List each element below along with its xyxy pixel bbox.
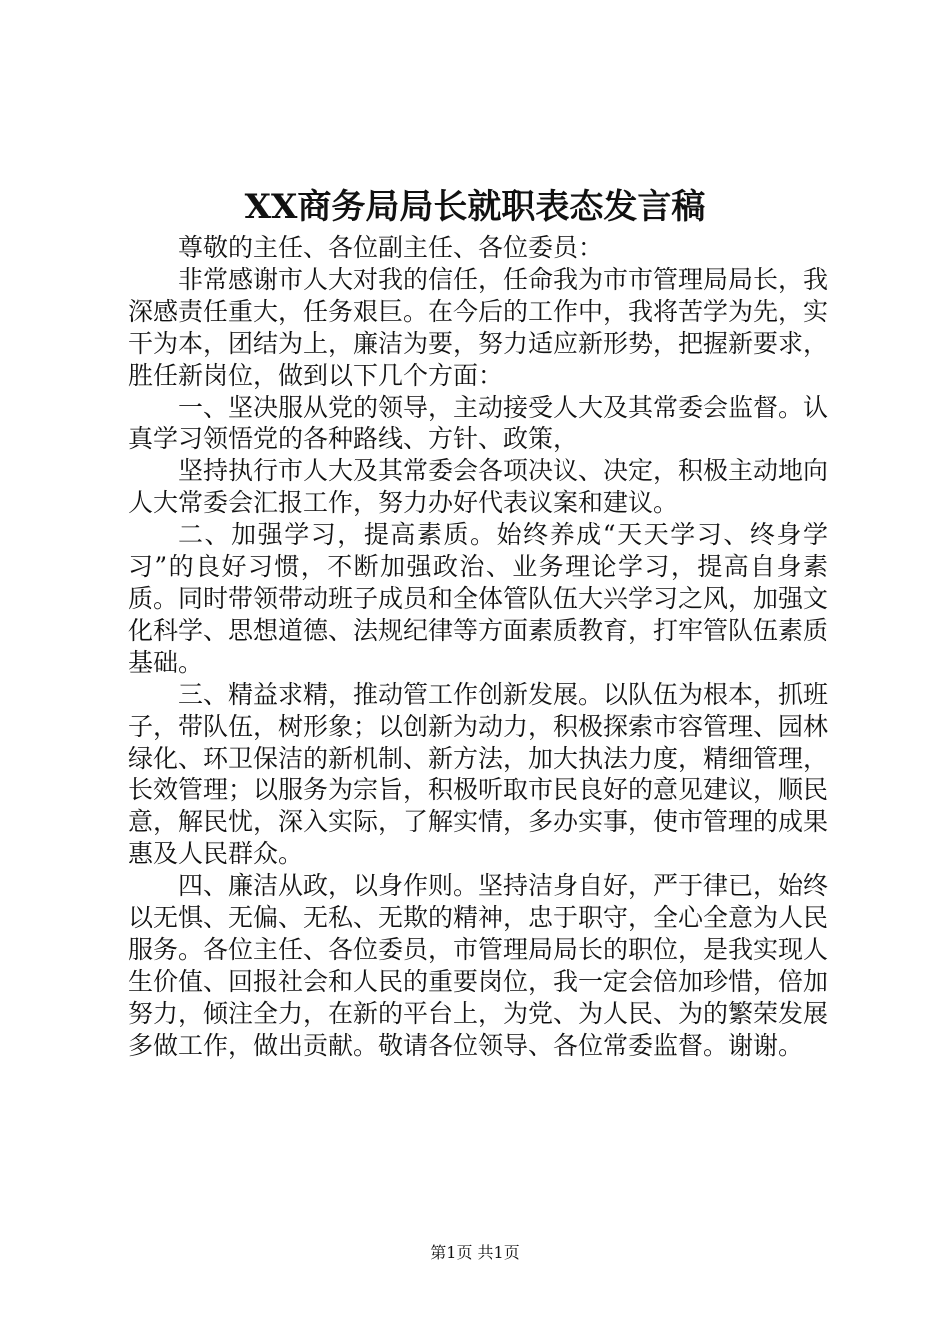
page-footer: 第1页 共1页 <box>430 1243 520 1262</box>
salutation: 尊敬的主任、各位副主任、各位委员： <box>178 233 604 262</box>
paragraph-point-four: 四、廉洁从政，以身作则。坚持洁身自好，严于律已，始终以无惧、无偏、无私、无欺的精神，忠于职守，全心全意为人民服务。各位主任、各位委员，市管理局局长的职位，是我实现人生价值、回报社会和人民的重要岗位，我一定会倍加珍惜，倍加努力，倾注全力，在新的平台上，为党、为人民、为的繁荣发展多做工作，做出贡献。敬请各位领导、各位常委监督。谢谢。 <box>128 871 829 1060</box>
paragraph-point-three: 三、精益求精，推动管工作创新发展。以队伍为根本，抓班子，带队伍，树形象；以创新为动力，积极探索市容管理、园林绿化、环卫保洁的新机制、新方法，加大执法力度，精细管理，长效管理；以服务为宗旨，积极听取市民良好的意见建议，顺民意，解民忧，深入实际，了解实情，多办实事，使市管理的成果惠及人民群众。 <box>128 679 829 869</box>
document-body <box>128 232 828 1062</box>
paragraph-intro: 非常感谢市人大对我的信任，任命我为市市管理局局长，我深感责任重大，任务艰巨。在今后的工作中，我将苦学为先，实干为本，团结为上，廉洁为要，努力适应新形势，把握新要求，胜任新岗位，做到以下几个方面： <box>128 264 829 390</box>
paragraph-point-two: 二、加强学习，提高素质。始终养成“天天学习、终身学习”的良好习惯，不断加强政治、业务理论学习，提高自身素质。同时带领带动班子成员和全体管队伍大兴学习之风，加强文化科学、思想道德、法规纪律等方面素质教育，打牢管队伍素质基础。 <box>128 520 829 677</box>
paragraph-point-one: 一、坚决服从党的领导，主动接受人大及其常委会监督。认真学习领悟党的各种路线、方针、政策， <box>128 392 829 454</box>
document-title: XX商务局局长就职表态发言稿 <box>244 187 706 227</box>
paragraph-point-one-continued: 坚持执行市人大及其常委会各项决议、决定，积极主动地向人大常委会汇报工作，努力办好代表议案和建议。 <box>128 456 829 518</box>
